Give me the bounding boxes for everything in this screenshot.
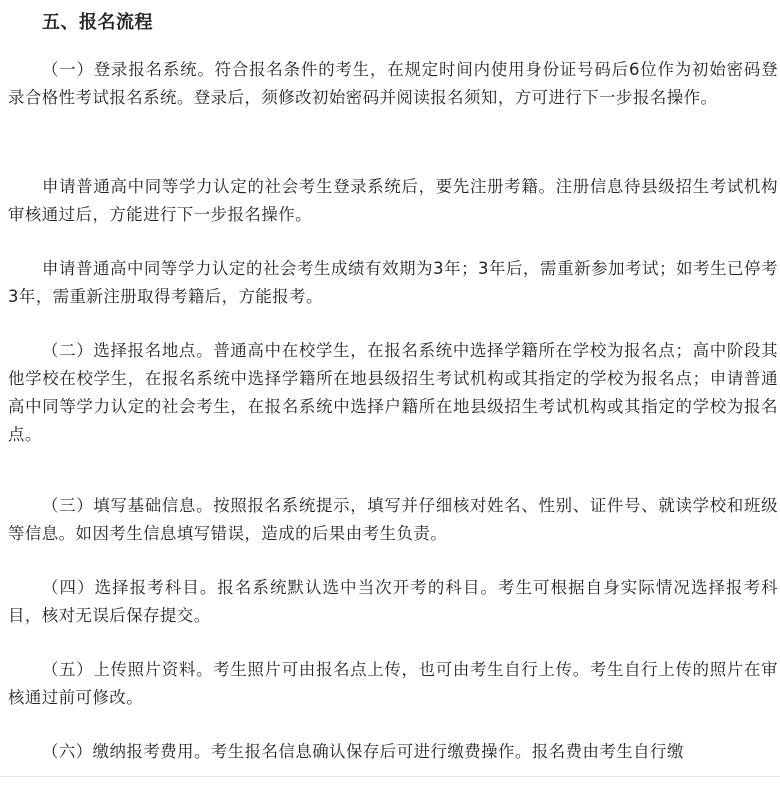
paragraph-register-enrollment: 申请普通高中同等学力认定的社会考生登录系统后，要先注册考籍。注册信息待县级招生考试机构审核通过后，方能进行下一步报名操作。 bbox=[8, 177, 778, 224]
paragraph-upload-photo: （五）上传照片资料。考生照片可由报名点上传，也可由考生自行上传。考生自行上传的照片在审核通过前可修改。 bbox=[8, 660, 778, 707]
bottom-divider bbox=[0, 776, 780, 777]
paragraph-login-system: （一）登录报名系统。符合报名条件的考生，在规定时间内使用身份证号码后6位作为初始密码登录合格性考试报名系统。登录后，须修改初始密码并阅读报名须知，方可进行下一步报名操作。 bbox=[8, 60, 778, 107]
paragraph-pay-fees: （六）缴纳报考费用。考生报名信息确认保存后可进行缴费操作。报名费由考生自行缴 bbox=[42, 742, 684, 761]
paragraph-fill-info: （三）填写基础信息。按照报名系统提示，填写并仔细核对姓名、性别、证件号、就读学校和班级等信息。如因考生信息填写错误，造成的后果由考生负责。 bbox=[8, 496, 778, 543]
paragraph-score-validity: 申请普通高中同等学力认定的社会考生成绩有效期为3年；3年后，需重新参加考试；如考生已停考3年，需重新注册取得考籍后，方能报考。 bbox=[8, 259, 778, 306]
paragraph-choose-subjects: （四）选择报考科目。报名系统默认选中当次开考的科目。考生可根据自身实际情况选择报考科目，核对无误后保存提交。 bbox=[8, 578, 778, 625]
section-title: 五、报名流程 bbox=[42, 12, 153, 33]
paragraph-choose-location: （二）选择报名地点。普通高中在校学生，在报名系统中选择学籍所在学校为报名点；高中阶段其他学校在校学生，在报名系统中选择学籍所在地县级招生考试机构或其指定的学校为报名点；申请普通高中同等学力认定的社会考生，在报名系统中选择户籍所在地县级招生考试机构或其指定的学校为报名点。 bbox=[8, 341, 778, 444]
